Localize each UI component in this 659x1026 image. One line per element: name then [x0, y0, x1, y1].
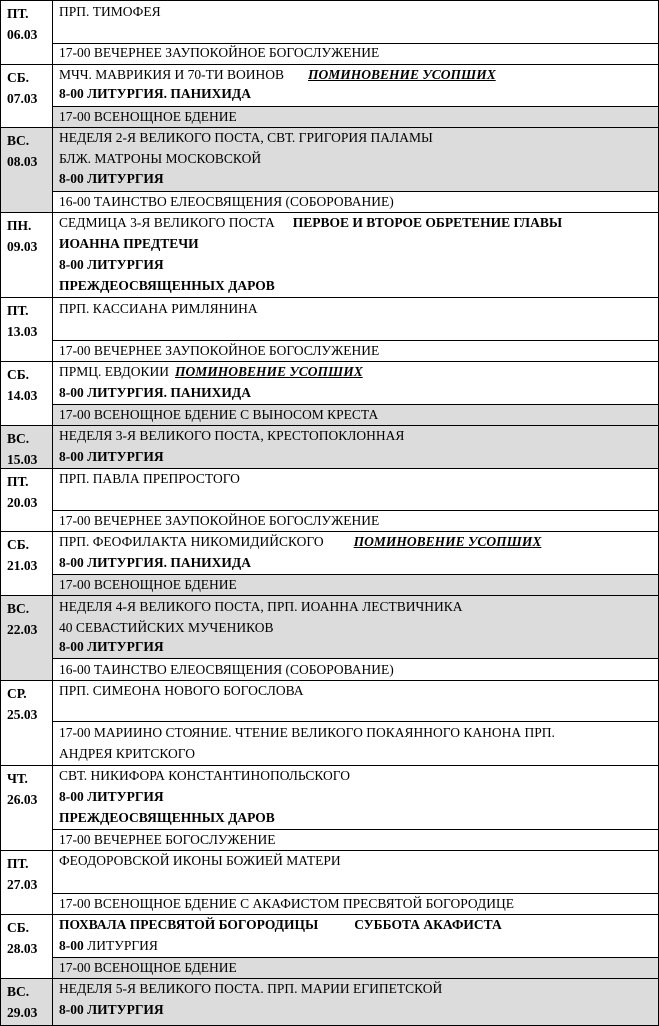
- event-text: МЧЧ. МАВРИКИЯ И 70-ТИ ВОИНОВ: [59, 67, 284, 82]
- day-date: 27.03: [7, 877, 38, 892]
- event-text: 8-00: [59, 938, 84, 953]
- event-cell: [52, 106, 659, 128]
- event-text: 17-00 ВЕЧЕРНЕЕ ЗАУПОКОЙНОЕ БОГОСЛУЖЕНИЕ: [59, 45, 380, 60]
- event-text: 8-00 ЛИТУРГИЯ: [59, 449, 164, 464]
- day-date: 14.03: [7, 388, 38, 403]
- event-line: [59, 936, 656, 956]
- event-line: [59, 511, 656, 531]
- event-text: ПРП. КАССИАНА РИМЛЯНИНА: [59, 301, 258, 316]
- day-of-week: СР.: [7, 686, 27, 701]
- day-of-week: СБ.: [7, 537, 30, 552]
- event-cell: [52, 680, 659, 722]
- event-text: 8-00 ЛИТУРГИЯ: [59, 789, 164, 804]
- event-line: [59, 958, 656, 978]
- event-text: 40 СЕВАСТИЙСКИХ МУЧЕНИКОВ: [59, 620, 274, 635]
- event-line: [59, 618, 656, 638]
- event-cell: [52, 468, 659, 511]
- event-cell: [52, 893, 659, 915]
- event-text: 8-00 ЛИТУРГИЯ: [59, 171, 164, 186]
- event-line: [59, 830, 656, 850]
- event-text-tail: ЛИТУРГИЯ: [83, 938, 158, 953]
- event-line: [59, 128, 656, 148]
- event-line: [59, 660, 656, 680]
- event-text: 8-00 ЛИТУРГИЯ: [59, 1002, 164, 1017]
- event-line: [59, 234, 656, 254]
- event-line: [59, 276, 656, 296]
- event-text: 17-00 ВСЕНОЩНОЕ БДЕНИЕ: [59, 577, 237, 592]
- event-line: [59, 299, 656, 319]
- event-line: [59, 107, 656, 127]
- event-cell: [52, 212, 659, 298]
- event-text: 8-00 ЛИТУРГИЯ. ПАНИХИДА: [59, 555, 251, 570]
- event-text: 16-00 ТАИНСТВО ЕЛЕОСВЯЩЕНИЯ (СОБОРОВАНИЕ): [59, 194, 394, 209]
- event-text: ПРП. СИМЕОНА НОВОГО БОГОСЛОВА: [59, 683, 304, 698]
- event-text: 17-00 МАРИИНО СТОЯНИЕ. ЧТЕНИЕ ВЕЛИКОГО ПОКАЯННОГО КАНОНА ПРП.: [59, 725, 555, 740]
- event-cell: [52, 127, 659, 192]
- feast-title: СУББОТА АКАФИСТА: [354, 917, 502, 932]
- event-line: [59, 65, 656, 85]
- event-cell: [52, 361, 659, 405]
- day-cell: [0, 212, 53, 298]
- event-text: 17-00 ВЕЧЕРНЕЕ ЗАУПОКОЙНОЕ БОГОСЛУЖЕНИЕ: [59, 513, 380, 528]
- day-date: 28.03: [7, 941, 38, 956]
- event-text: СВТ. НИКИФОРА КОНСТАНТИНОПОЛЬСКОГО: [59, 768, 350, 783]
- day-cell: [0, 127, 53, 213]
- event-cell: [52, 531, 659, 575]
- day-date: 07.03: [7, 91, 38, 106]
- event-line: [59, 532, 656, 552]
- event-text: СЕДМИЦА 3-Я ВЕЛИКОГО ПОСТА: [59, 215, 275, 230]
- day-cell: [0, 765, 53, 851]
- event-cell: [52, 765, 659, 830]
- day-of-week: ПН.: [7, 218, 32, 233]
- day-of-week: ПТ.: [7, 303, 29, 318]
- event-text: НЕДЕЛЯ 2-Я ВЕЛИКОГО ПОСТА, СВТ. ГРИГОРИЯ ПАЛАМЫ: [59, 130, 433, 145]
- day-of-week: ВС.: [7, 984, 30, 999]
- event-line: [59, 84, 656, 104]
- event-line: [59, 894, 656, 914]
- event-text: 16-00 ТАИНСТВО ЕЛЕОСВЯЩЕНИЯ (СОБОРОВАНИЕ): [59, 662, 394, 677]
- event-cell: [52, 340, 659, 362]
- day-of-week: ВС.: [7, 133, 30, 148]
- day-cell: [0, 468, 53, 532]
- day-date: 20.03: [7, 495, 38, 510]
- event-text: ПРП. ПАВЛА ПРЕПРОСТОГО: [59, 471, 240, 486]
- day-cell: [0, 425, 53, 469]
- event-line: [59, 637, 656, 657]
- day-cell: [0, 978, 53, 1026]
- event-line: [59, 169, 656, 189]
- event-cell: [52, 829, 659, 851]
- event-cell: [52, 425, 659, 469]
- day-date: 13.03: [7, 324, 38, 339]
- day-cell: [0, 0, 53, 65]
- event-cell: [52, 0, 659, 44]
- event-text: 8-00 ЛИТУРГИЯ: [59, 639, 164, 654]
- event-text: ПОХВАЛА ПРЕСВЯТОЙ БОГОРОДИЦЫ: [59, 917, 319, 932]
- event-cell: [52, 978, 659, 1026]
- event-text: БЛЖ. МАТРОНЫ МОСКОВСКОЙ: [59, 151, 262, 166]
- event-text: 17-00 ВЕЧЕРНЕЕ ЗАУПОКОЙНОЕ БОГОСЛУЖЕНИЕ: [59, 343, 380, 358]
- day-cell: [0, 850, 53, 915]
- commemoration-note: ПОМИНОВЕНИЕ УСОПШИХ: [353, 534, 542, 549]
- event-text: 8-00 ЛИТУРГИЯ: [59, 257, 164, 272]
- event-line: [59, 362, 656, 382]
- event-cell: [52, 957, 659, 979]
- event-line: [59, 469, 656, 489]
- event-text: 8-00 ЛИТУРГИЯ. ПАНИХИДА: [59, 86, 251, 101]
- event-text: 17-00 ВСЕНОЩНОЕ БДЕНИЕ: [59, 960, 237, 975]
- day-cell: [0, 595, 53, 681]
- event-cell: [52, 914, 659, 958]
- day-cell: [0, 297, 53, 362]
- event-line: [59, 979, 656, 999]
- event-text: 17-00 ВСЕНОЩНОЕ БДЕНИЕ С АКАФИСТОМ ПРЕСВЯТОЙ БОГОРОДИЦЕ: [59, 896, 514, 911]
- event-text: ПРП. ФЕОФИЛАКТА НИКОМИДИЙСКОГО: [59, 534, 324, 549]
- event-text: 17-00 ВСЕНОЩНОЕ БДЕНИЕ: [59, 109, 237, 124]
- commemoration-note: ПОМИНОВЕНИЕ УСОПШИХ: [307, 67, 496, 82]
- day-date: 08.03: [7, 154, 38, 169]
- event-cell: [52, 64, 659, 107]
- event-line: [59, 149, 656, 169]
- event-cell: [52, 43, 659, 65]
- event-text: ПРЕЖДЕОСВЯЩЕННЫХ ДАРОВ: [59, 278, 275, 293]
- event-line: [59, 341, 656, 361]
- event-line: [59, 915, 656, 935]
- day-date: 22.03: [7, 622, 38, 637]
- event-cell: [52, 658, 659, 681]
- event-text: ИОАННА ПРЕДТЕЧИ: [59, 236, 199, 251]
- event-text: 17-00 ВЕЧЕРНЕЕ БОГОСЛУЖЕНИЕ: [59, 832, 276, 847]
- event-text: НЕДЕЛЯ 5-Я ВЕЛИКОГО ПОСТА. ПРП. МАРИИ ЕГИПЕТСКОЙ: [59, 981, 443, 996]
- day-cell: [0, 64, 53, 128]
- day-date: 21.03: [7, 558, 38, 573]
- day-date: 26.03: [7, 792, 38, 807]
- day-cell: [0, 680, 53, 766]
- event-line: [59, 43, 656, 63]
- event-line: [59, 426, 656, 446]
- event-cell: [52, 595, 659, 659]
- event-line: [59, 808, 656, 828]
- event-line: [59, 213, 656, 233]
- day-of-week: ВС.: [7, 601, 30, 616]
- event-line: [59, 744, 656, 764]
- day-of-week: ЧТ.: [7, 771, 28, 786]
- event-text: 17-00 ВСЕНОЩНОЕ БДЕНИЕ С ВЫНОСОМ КРЕСТА: [59, 407, 379, 422]
- event-line: [59, 553, 656, 573]
- event-line: [59, 575, 656, 595]
- day-cell: [0, 531, 53, 596]
- event-text: АНДРЕЯ КРИТСКОГО: [59, 746, 195, 761]
- day-date: 06.03: [7, 27, 38, 42]
- commemoration-note: ПОМИНОВЕНИЕ УСОПШИХ: [174, 364, 363, 379]
- event-text: ФЕОДОРОВСКОЙ ИКОНЫ БОЖИЕЙ МАТЕРИ: [59, 853, 341, 868]
- event-text: НЕДЕЛЯ 3-Я ВЕЛИКОГО ПОСТА, КРЕСТОПОКЛОННАЯ: [59, 428, 405, 443]
- event-cell: [52, 721, 659, 766]
- event-text: 8-00 ЛИТУРГИЯ. ПАНИХИДА: [59, 385, 251, 400]
- event-line: [59, 723, 656, 743]
- event-line: [59, 2, 656, 22]
- day-date: 29.03: [7, 1005, 38, 1020]
- event-line: [59, 851, 656, 871]
- feast-title: ПЕРВОЕ И ВТОРОЕ ОБРЕТЕНИЕ ГЛАВЫ: [292, 215, 563, 230]
- event-cell: [52, 510, 659, 532]
- day-of-week: СБ.: [7, 367, 30, 382]
- event-cell: [52, 297, 659, 341]
- event-line: [59, 405, 656, 425]
- event-line: [59, 766, 656, 786]
- event-line: [59, 681, 656, 701]
- event-line: [59, 383, 656, 403]
- event-line: [59, 447, 656, 467]
- event-cell: [52, 191, 659, 213]
- day-of-week: ПТ.: [7, 6, 29, 21]
- day-of-week: СБ.: [7, 70, 30, 85]
- day-cell: [0, 361, 53, 426]
- day-of-week: ПТ.: [7, 856, 29, 871]
- day-date: 25.03: [7, 707, 38, 722]
- event-line: [59, 787, 656, 807]
- event-line: [59, 1000, 656, 1020]
- event-line: [59, 597, 656, 617]
- event-text: НЕДЕЛЯ 4-Я ВЕЛИКОГО ПОСТА, ПРП. ИОАННА ЛЕСТВИЧНИКА: [59, 599, 463, 614]
- event-line: [59, 192, 656, 212]
- day-date: 09.03: [7, 239, 38, 254]
- day-cell: [0, 914, 53, 979]
- day-of-week: СБ.: [7, 920, 30, 935]
- event-cell: [52, 574, 659, 596]
- event-line: [59, 255, 656, 275]
- event-text: ПРЕЖДЕОСВЯЩЕННЫХ ДАРОВ: [59, 810, 275, 825]
- event-cell: [52, 850, 659, 894]
- day-date: 15.03: [7, 452, 38, 467]
- day-of-week: ПТ.: [7, 474, 29, 489]
- event-text: ПРМЦ. ЕВДОКИИ: [59, 364, 169, 379]
- event-text: ПРП. ТИМОФЕЯ: [59, 4, 161, 19]
- day-of-week: ВС.: [7, 431, 30, 446]
- event-cell: [52, 404, 659, 426]
